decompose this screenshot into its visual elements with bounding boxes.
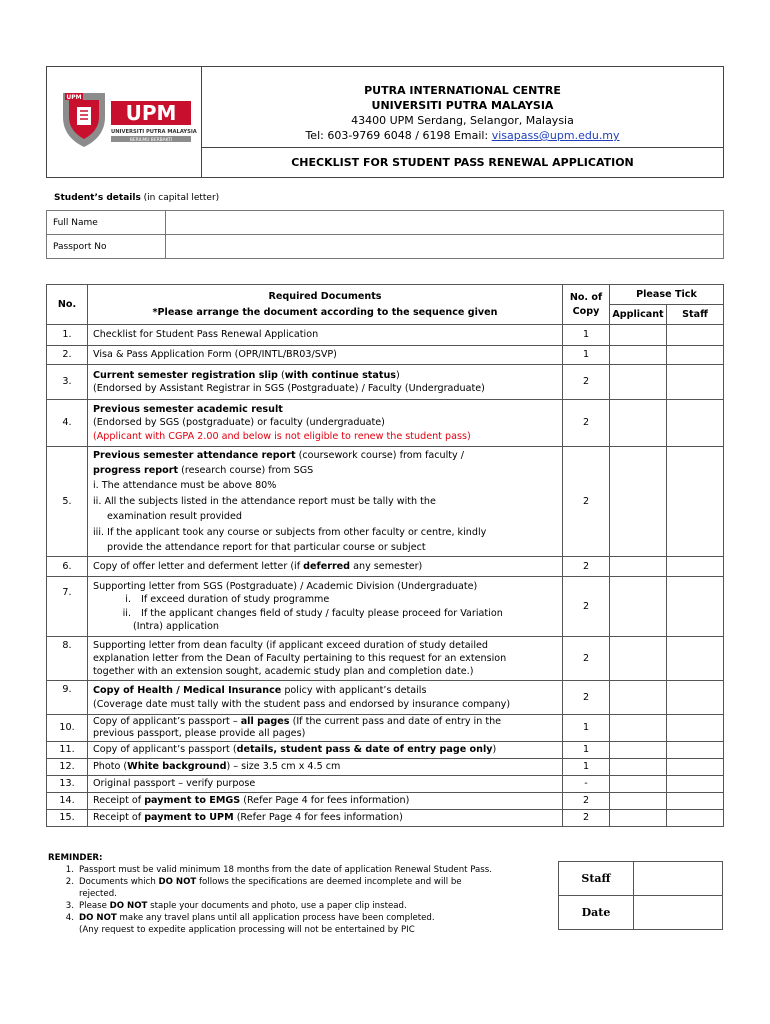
table-row: 4. Previous semester academic result (Endorsed by SGS (postgraduate) or faculty (undergraduate) (Applicant with CGPA 2.00 and below is not eligible to renew the student pass) 2 — [47, 400, 724, 447]
staff-tick[interactable] — [667, 759, 724, 776]
docs-note: *Please arrange the document according to the sequence given — [152, 307, 498, 318]
reminder-title: REMINDER: — [48, 853, 103, 863]
student-details-label: Student’s details (in capital letter) — [54, 193, 220, 203]
table-row: 6. Copy of offer letter and deferment letter (if deferred any semester) 2 — [47, 557, 724, 577]
staff-tick[interactable] — [667, 346, 724, 365]
svg-text:UNIVERSITI PUTRA MALAYSIA: UNIVERSITI PUTRA MALAYSIA — [111, 129, 197, 135]
table-row: 2. Visa & Pass Application Form (OPR/INTL/BR03/SVP) 1 — [47, 346, 724, 365]
docs-title: Required Documents — [268, 290, 382, 302]
applicant-tick[interactable] — [610, 681, 667, 715]
table-row: 13. Original passport – verify purpose - — [47, 776, 724, 793]
table-row: 9. Copy of Health / Medical Insurance policy with applicant’s details (Coverage date must tally with the student pass and endorsed by insurance company) 2 — [47, 681, 724, 715]
checklist-title: CHECKLIST FOR STUDENT PASS RENEWAL APPLICATION — [202, 147, 723, 178]
staff-tick[interactable] — [667, 715, 724, 742]
staff-box — [558, 861, 723, 930]
reminder-item: 1. Passport must be valid minimum 18 months from the date of application Renewal Student Pass. — [65, 865, 492, 875]
table-row: 11. Copy of applicant’s passport (details, student pass & date of entry page only) 1 — [47, 742, 724, 759]
svg-text:BERILMU BERBAKTI: BERILMU BERBAKTI — [129, 138, 173, 143]
svg-text:UPM: UPM — [125, 101, 177, 125]
applicant-tick[interactable] — [610, 810, 667, 827]
centre-name: PUTRA INTERNATIONAL CENTRE — [364, 84, 561, 97]
applicant-tick[interactable] — [610, 557, 667, 577]
staff-label: Staff — [559, 862, 634, 896]
table-row: 12. Photo (White background) – size 3.5 cm x 4.5 cm 1 — [47, 759, 724, 776]
upm-logo-graphic — [47, 67, 201, 177]
passport-field[interactable] — [166, 235, 724, 259]
full-name-label: Full Name — [47, 211, 166, 235]
email-link[interactable]: visapass@upm.edu.my — [491, 129, 620, 142]
applicant-tick[interactable] — [610, 742, 667, 759]
staff-tick[interactable] — [667, 365, 724, 400]
contact-line — [202, 128, 723, 143]
full-name-field[interactable] — [166, 211, 724, 235]
checklist-table — [46, 284, 724, 827]
staff-tick[interactable] — [667, 793, 724, 810]
staff-tick[interactable] — [667, 400, 724, 447]
reminder-item: 4. DO NOT make any travel plans until all application process have been completed. (Any request to expedite application processing will not be entertained by PIC — [65, 913, 435, 935]
header-info — [202, 67, 723, 147]
col-applicant-header: Applicant — [610, 305, 667, 325]
date-label: Date — [559, 896, 634, 930]
applicant-tick[interactable] — [610, 365, 667, 400]
svg-text:UPM: UPM — [66, 94, 82, 101]
applicant-tick[interactable] — [610, 776, 667, 793]
staff-tick[interactable] — [667, 776, 724, 793]
reminder-item: 2. Documents which DO NOT follows the specifications are deemed incomplete and will be rejected. — [65, 877, 462, 899]
staff-tick[interactable] — [667, 637, 724, 681]
staff-tick[interactable] — [667, 681, 724, 715]
table-row: 15. Receipt of payment to UPM (Refer Page 4 for fees information) 2 — [47, 810, 724, 827]
applicant-tick[interactable] — [610, 637, 667, 681]
upm-logo — [47, 67, 202, 177]
applicant-tick[interactable] — [610, 325, 667, 346]
reminder-block — [48, 852, 548, 936]
applicant-tick[interactable] — [610, 346, 667, 365]
col-tick-header: Please Tick — [610, 285, 724, 305]
address: 43400 UPM Serdang, Selangor, Malaysia — [351, 114, 574, 127]
header-box — [46, 66, 724, 178]
table-row: 3. Current semester registration slip (with continue status) (Endorsed by Assistant Registrar in SGS (Postgraduate) / Faculty (Undergraduate) 2 — [47, 365, 724, 400]
staff-tick[interactable] — [667, 557, 724, 577]
staff-tick[interactable] — [667, 810, 724, 827]
table-row: 5. Previous semester attendance report (coursework course) from faculty / progress report (research course) from SGS i. The attendance must be above 80% ii. All the subjects listed in the attendance report must be tally with the examination result provided iii. If the applicant took any course or subjects from other faculty or centre, kindly provide the attendance report for that particular course or subject 2 — [47, 447, 724, 557]
col-copy-header: No. of Copy — [563, 285, 610, 325]
date-field[interactable] — [634, 896, 723, 930]
applicant-tick[interactable] — [610, 793, 667, 810]
tel-text: Tel: 603-9769 6048 / 6198 Email: — [305, 129, 492, 142]
staff-tick[interactable] — [667, 325, 724, 346]
col-docs-header — [88, 285, 563, 325]
staff-tick[interactable] — [667, 742, 724, 759]
passport-label: Passport No — [47, 235, 166, 259]
staff-tick[interactable] — [667, 447, 724, 557]
applicant-tick[interactable] — [610, 400, 667, 447]
applicant-tick[interactable] — [610, 715, 667, 742]
reminder-item: 3. Please DO NOT staple your documents and photo, use a paper clip instead. — [65, 901, 407, 911]
applicant-tick[interactable] — [610, 577, 667, 637]
applicant-tick[interactable] — [610, 447, 667, 557]
university-name: UNIVERSITI PUTRA MALAYSIA — [371, 99, 554, 112]
col-staff-header: Staff — [667, 305, 724, 325]
table-row: 8. Supporting letter from dean faculty (if applicant exceed duration of study detailed explanation letter from the Dean of Faculty pertaining to this request for an extension together with an extension sought, academic study plan and completion date.) 2 — [47, 637, 724, 681]
table-row: 10. Copy of applicant’s passport – all pages (If the current pass and date of entry in the previous passport, please provide all pages) 1 — [47, 715, 724, 742]
table-row: 1. Checklist for Student Pass Renewal Application 1 — [47, 325, 724, 346]
col-no-header: No. — [47, 285, 88, 325]
staff-tick[interactable] — [667, 577, 724, 637]
student-details-table — [46, 210, 724, 259]
table-row: 14. Receipt of payment to EMGS (Refer Page 4 for fees information) 2 — [47, 793, 724, 810]
staff-field[interactable] — [634, 862, 723, 896]
applicant-tick[interactable] — [610, 759, 667, 776]
table-row: 7. Supporting letter from SGS (Postgraduate) / Academic Division (Undergraduate) i. If exceed duration of study programme ii. If the applicant changes field of study / faculty please proceed for Variation (Intra) application 2 — [47, 577, 724, 637]
